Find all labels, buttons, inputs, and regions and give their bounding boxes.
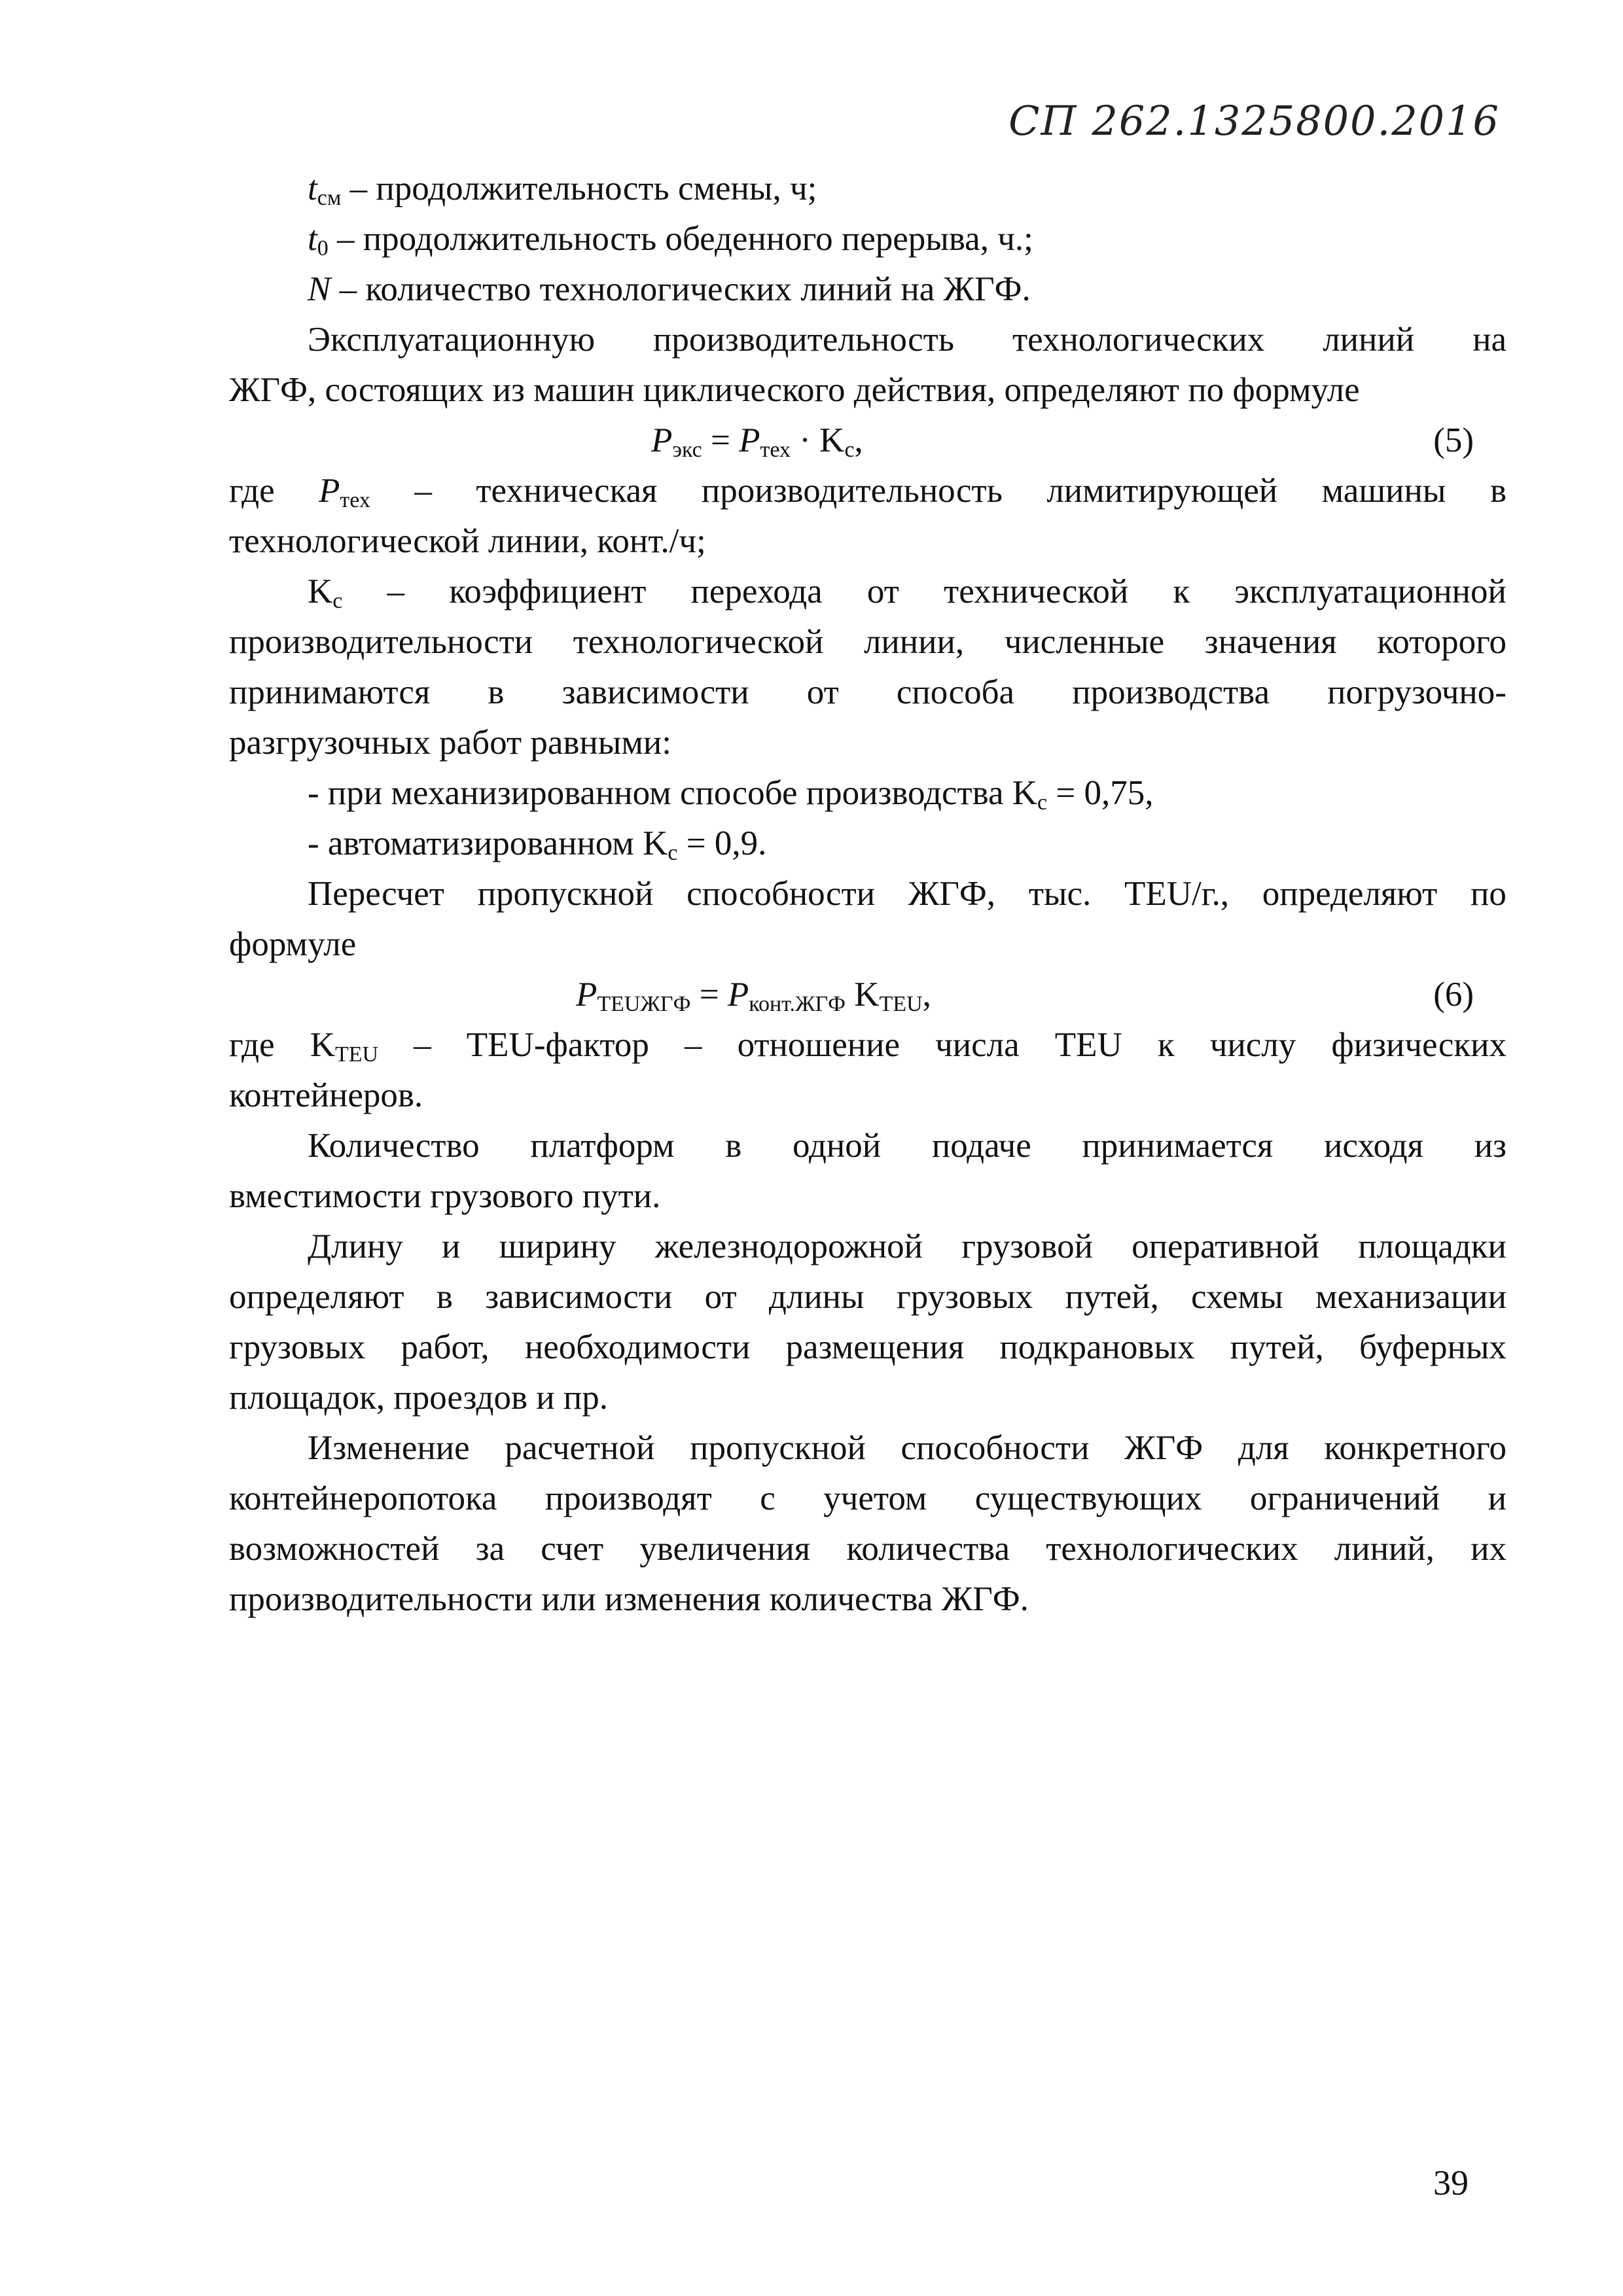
- where-5-line-1: где $P_{тех}$ – техническая производительность лимитирующей машины в: [229, 472, 1507, 512]
- list-item-automated: - автоматизированном $K_с = 0,9$.: [308, 824, 767, 865]
- definition-n-lines: N – количество технологических линий на ЖГФ.: [308, 270, 1031, 308]
- list-item-mechanized: - при механизированном способе производства $K_с = 0,75$,: [308, 774, 1154, 815]
- page-number: 39: [1433, 2163, 1469, 2202]
- paragraph-5-line-4: производительности или изменения количества ЖГФ.: [229, 1580, 1029, 1618]
- where-5-line-2: технологической линии, конт./ч;: [229, 522, 706, 560]
- formula-6-number: (6): [1433, 976, 1474, 1014]
- kc-line-2: производительности технологической линии, численные значения которого: [229, 623, 1507, 661]
- paragraph-5-line-2: контейнеропотока производят с учетом существующих ограничений и: [229, 1479, 1507, 1517]
- paragraph-1-line-1: Эксплуатационную производительность технологических линий на: [308, 321, 1507, 359]
- document-code-stamp: СП 262.1325800.2016: [1008, 97, 1500, 145]
- paragraph-4-line-1: Длину и ширину железнодорожной грузовой оперативной площадки: [308, 1227, 1507, 1265]
- paragraph-3-line-1: Количество платформ в одной подаче принимается исходя из: [308, 1127, 1507, 1165]
- formula-5-number: (5): [1433, 421, 1474, 459]
- paragraph-5-line-3: возможностей за счет увеличения количества технологических линий, их: [229, 1530, 1507, 1568]
- paragraph-2-line-1: Пересчет пропускной способности ЖГФ, тыс. TEU/г., определяют по: [308, 875, 1507, 913]
- kc-line-1: $K_с$ – коэффициент перехода от технической к эксплуатационной: [308, 573, 1507, 613]
- where-6-line-2: контейнеров.: [229, 1076, 423, 1114]
- formula-5: $P_{экс} = P_{тех} \cdot K_с$, (5): [229, 415, 1507, 466]
- paragraph-4-line-2: определяют в зависимости от длины грузовых путей, схемы механизации: [229, 1278, 1507, 1316]
- paragraph-5-line-1: Изменение расчетной пропускной способности ЖГФ для конкретного: [308, 1429, 1507, 1467]
- paragraph-3-line-2: вместимости грузового пути.: [229, 1177, 661, 1215]
- formula-6: $P_{TEUЖГФ} = P_{конт.ЖГФ}$ $K_{TEU}$, (6): [229, 970, 1507, 1020]
- kc-line-4: разгрузочных работ равными:: [229, 724, 671, 762]
- paragraph-1-line-2: ЖГФ, состоящих из машин циклического действия, определяют по формуле: [229, 371, 1360, 409]
- definition-t-shift: $t_{см}$ – продолжительность смены, ч;: [308, 169, 817, 210]
- where-6-line-1: где $K_{TEU}$ – TEU-фактор – отношение числа TEU к числу физических: [229, 1026, 1507, 1067]
- paragraph-4-line-4: площадок, проездов и пр.: [229, 1379, 608, 1417]
- paragraph-2-line-2: формуле: [229, 925, 357, 963]
- definition-t-break: $t_0$ – продолжительность обеденного перерыва, ч.;: [308, 220, 1033, 260]
- page-body: [229, 164, 1507, 1625]
- paragraph-4-line-3: грузовых работ, необходимости размещения подкрановых путей, буферных: [229, 1328, 1507, 1366]
- kc-line-3: принимаются в зависимости от способа производства погрузочно-: [229, 673, 1507, 711]
